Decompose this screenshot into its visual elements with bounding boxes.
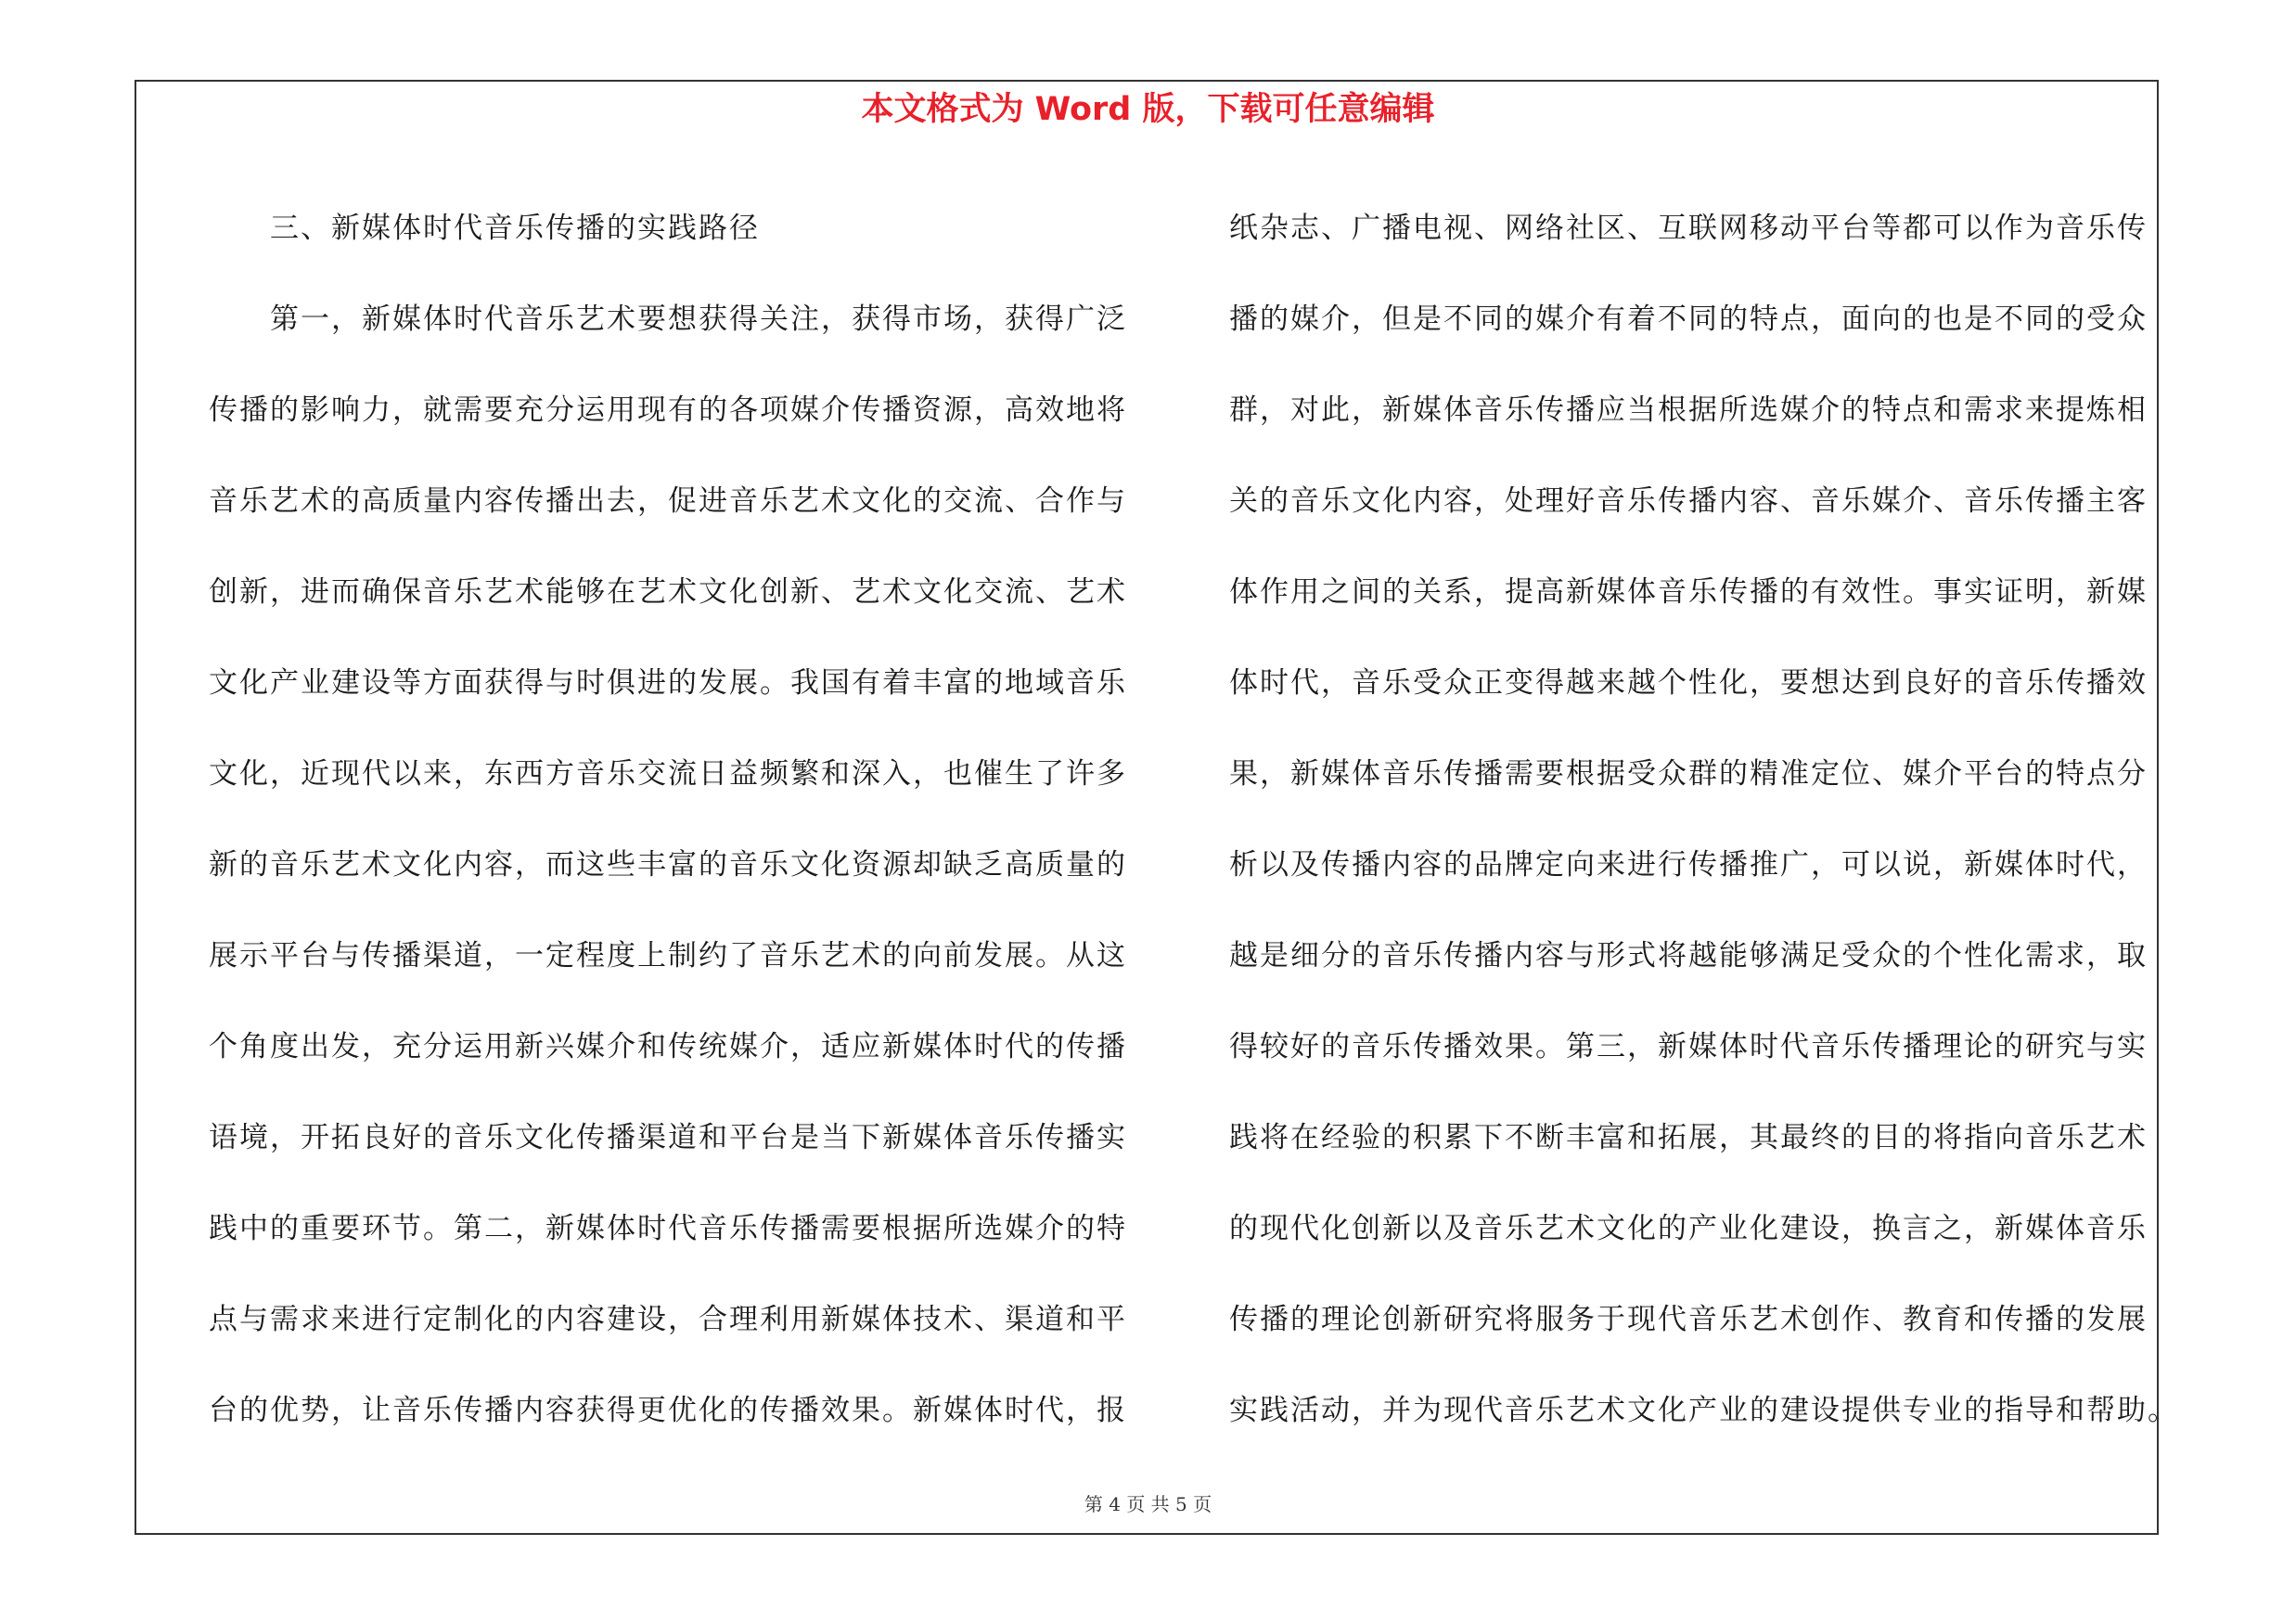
text-line: 群，对此，新媒体音乐传播应当根据所选媒介的特点和需求来提炼相: [1229, 393, 2148, 427]
text-line: 传播的影响力，就需要充分运用现有的各项媒介传播资源，高效地将: [209, 393, 1127, 427]
text-line: 播的媒介，但是不同的媒介有着不同的特点，面向的也是不同的受众: [1229, 303, 2148, 336]
text-line: 越是细分的音乐传播内容与形式将越能够满足受众的个性化需求，取: [1229, 939, 2148, 973]
text-line: 新的音乐艺术文化内容，而这些丰富的音乐文化资源却缺乏高质量的: [209, 848, 1127, 882]
text-line: 传播的理论创新研究将服务于现代音乐艺术创作、教育和传播的发展: [1229, 1303, 2148, 1336]
format-banner: 本文格式为 Word 版，下载可任意编辑: [861, 91, 1435, 128]
text-line: 第一，新媒体时代音乐艺术要想获得关注，获得市场，获得广泛: [209, 303, 1127, 336]
text-line: 文化，近现代以来，东西方音乐交流日益频繁和深入，也催生了许多: [209, 757, 1127, 791]
text-line: 的现代化创新以及音乐艺术文化的产业化建设，换言之，新媒体音乐: [1229, 1212, 2148, 1245]
text-line: 践将在经验的积累下不断丰富和拓展，其最终的目的将指向音乐艺术: [1229, 1121, 2148, 1154]
text-line: 台的优势，让音乐传播内容获得更优化的传播效果。新媒体时代，报: [209, 1394, 1127, 1427]
text-line: 语境，开拓良好的音乐文化传播渠道和平台是当下新媒体音乐传播实: [209, 1121, 1127, 1154]
text-line: 体作用之间的关系，提高新媒体音乐传播的有效性。事实证明，新媒: [1229, 575, 2148, 609]
text-line: 创新，进而确保音乐艺术能够在艺术文化创新、艺术文化交流、艺术: [209, 575, 1127, 609]
text-line: 点与需求来进行定制化的内容建设，合理利用新媒体技术、渠道和平: [209, 1303, 1127, 1336]
text-line: 体时代，音乐受众正变得越来越个性化，要想达到良好的音乐传播效: [1229, 666, 2148, 700]
text-line: 果，新媒体音乐传播需要根据受众群的精准定位、媒介平台的特点分: [1229, 757, 2148, 791]
text-line: 得较好的音乐传播效果。第三，新媒体时代音乐传播理论的研究与实: [1229, 1030, 2148, 1063]
text-line: 析以及传播内容的品牌定向来进行传播推广，可以说，新媒体时代，: [1229, 848, 2148, 882]
text-line: 三、新媒体时代音乐传播的实践路径: [209, 212, 760, 245]
text-line: 践中的重要环节。第二，新媒体时代音乐传播需要根据所选媒介的特: [209, 1212, 1127, 1245]
text-line: 实践活动，并为现代音乐艺术文化产业的建设提供专业的指导和帮助。: [1229, 1394, 2178, 1427]
text-line: 展示平台与传播渠道，一定程度上制约了音乐艺术的向前发展。从这: [209, 939, 1127, 973]
text-line: 音乐艺术的高质量内容传播出去，促进音乐艺术文化的交流、合作与: [209, 484, 1127, 518]
text-line: 文化产业建设等方面获得与时俱进的发展。我国有着丰富的地域音乐: [209, 666, 1127, 700]
right-text-column: [1229, 183, 2178, 1456]
page-number: 第 4 页 共 5 页: [1084, 1493, 1212, 1515]
text-line: 关的音乐文化内容，处理好音乐传播内容、音乐媒介、音乐传播主客: [1229, 484, 2148, 518]
text-line: 个角度出发，充分运用新兴媒介和传统媒介，适应新媒体时代的传播: [209, 1030, 1127, 1063]
text-line: 纸杂志、广播电视、网络社区、互联网移动平台等都可以作为音乐传: [1229, 212, 2148, 245]
left-text-column: [209, 183, 1127, 1456]
